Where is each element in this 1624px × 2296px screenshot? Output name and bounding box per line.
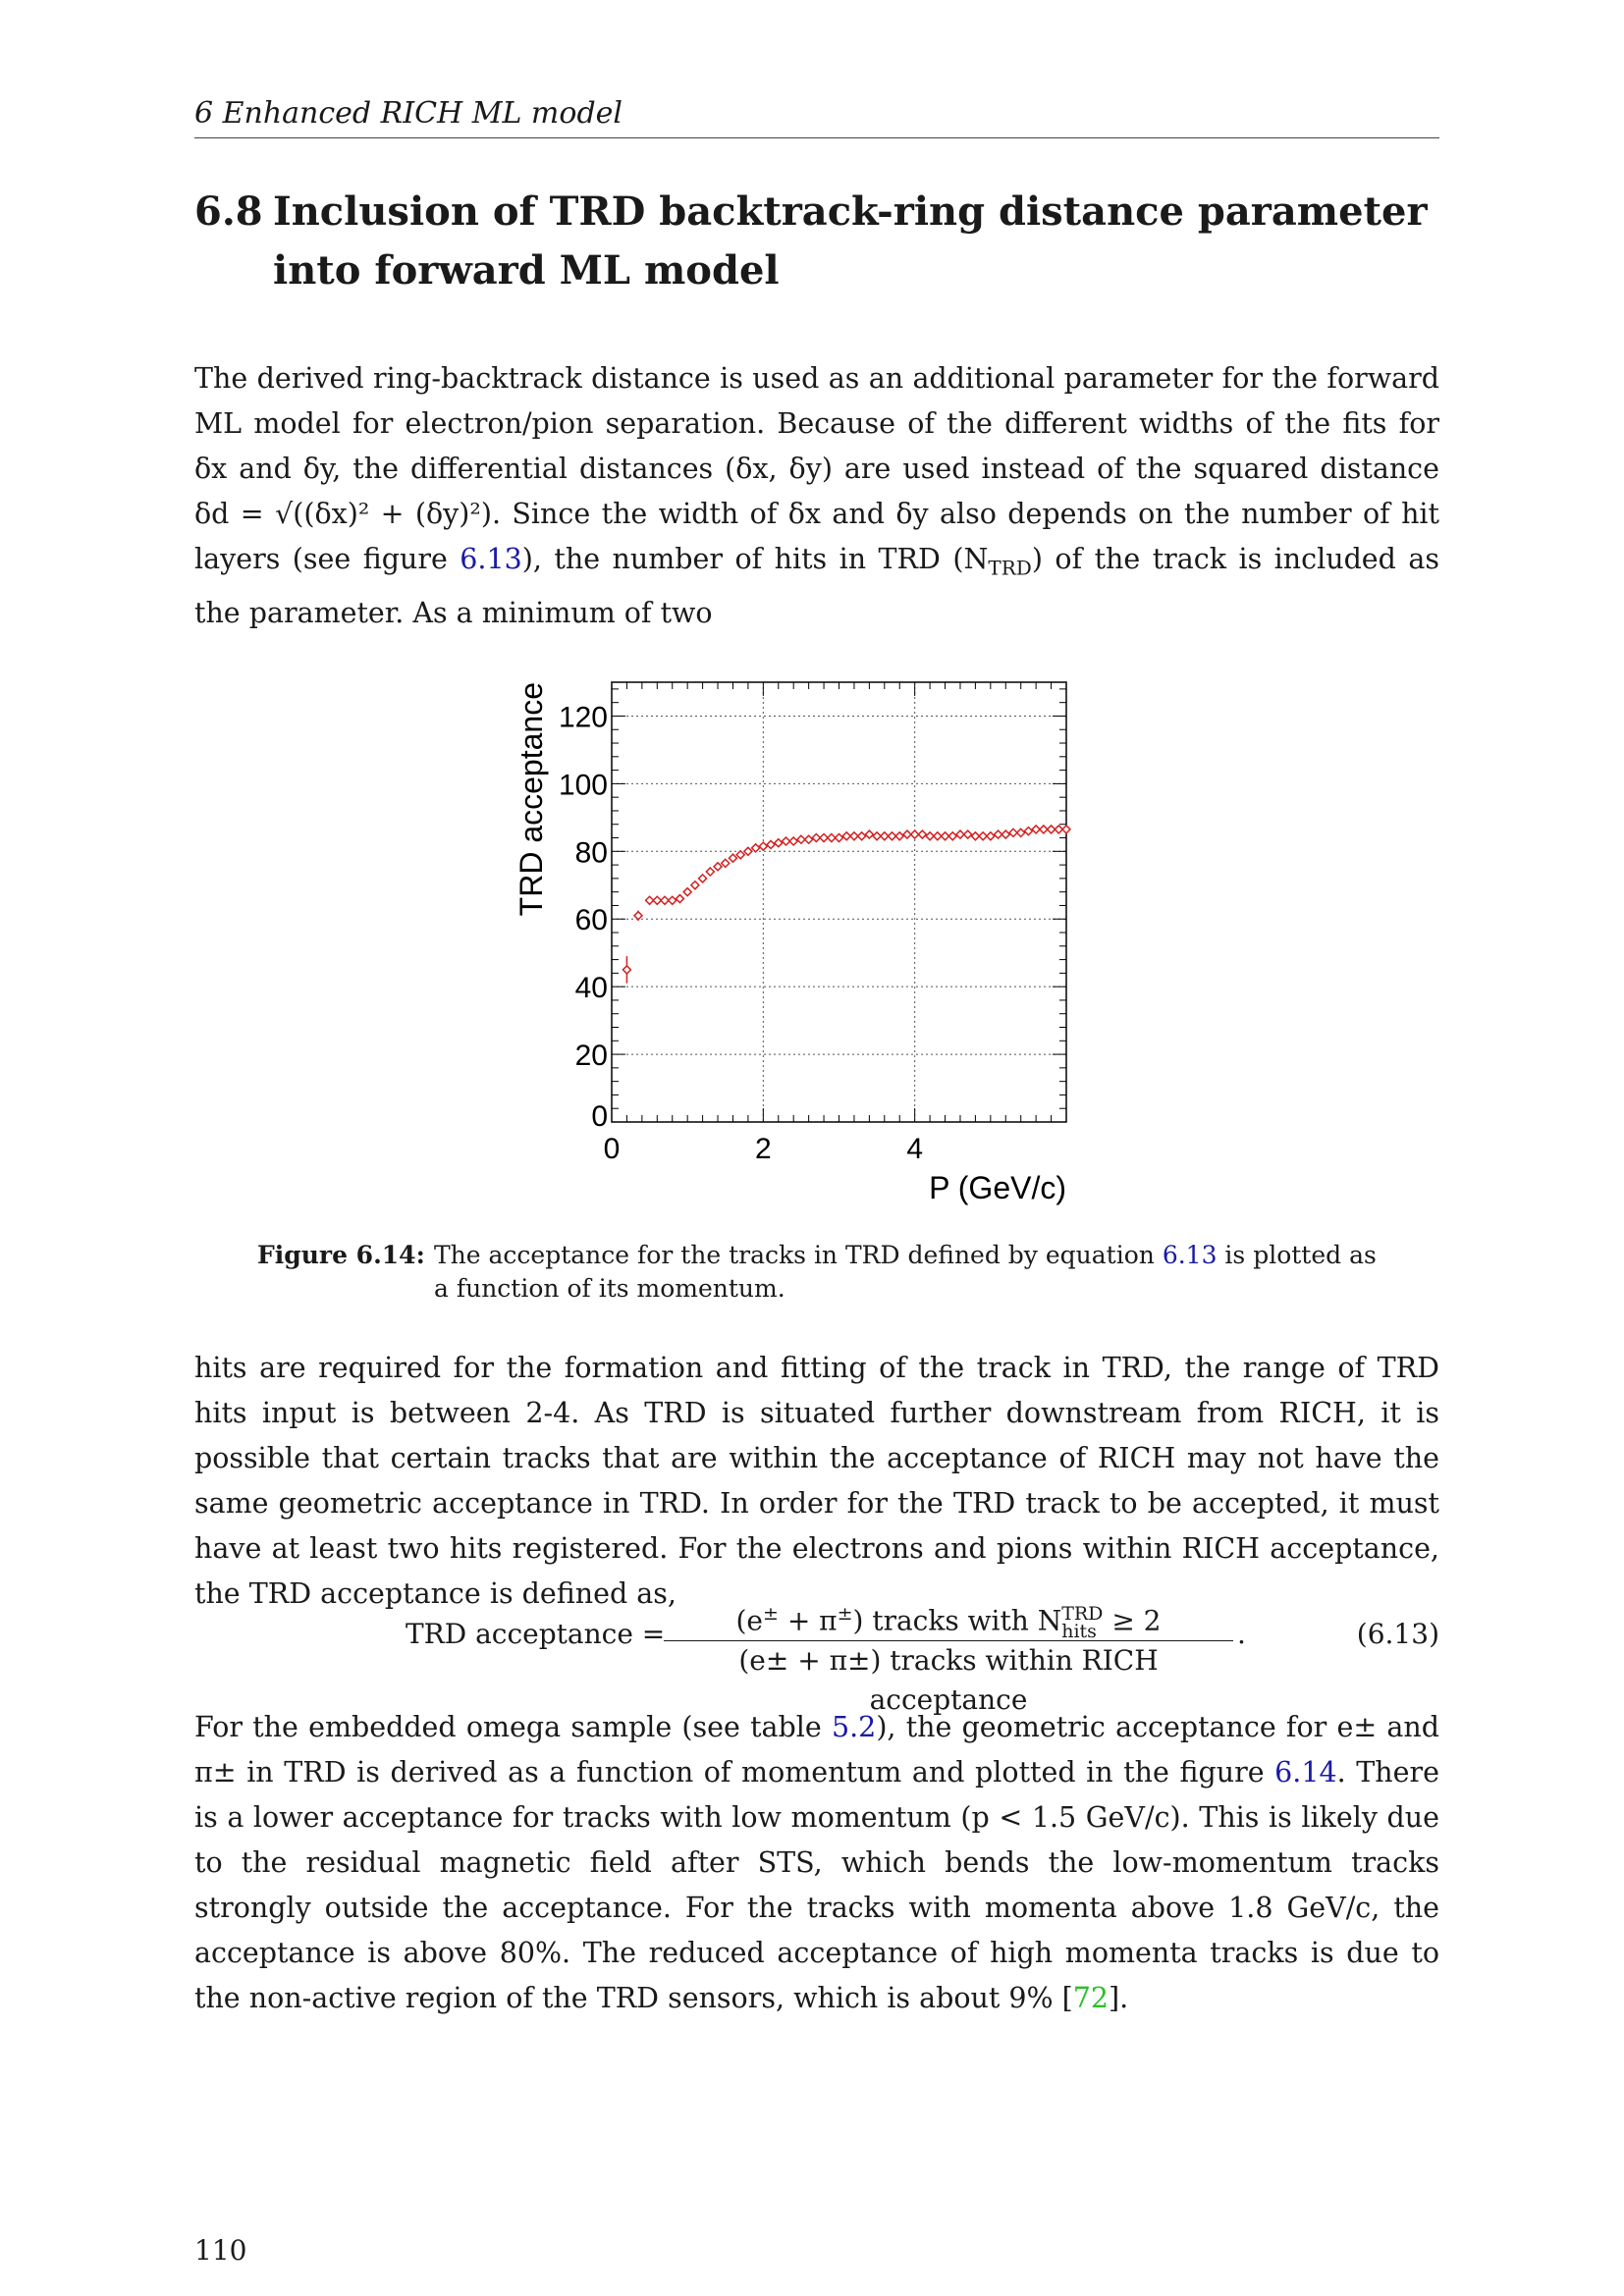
caption-text-after: is plotted as a function of its momentum. <box>434 1241 1377 1303</box>
results-text-4: ]. <box>1109 1982 1129 2014</box>
data-point <box>836 834 843 842</box>
data-point <box>858 832 866 840</box>
y-tick-label: 0 <box>591 1100 608 1133</box>
data-point <box>744 847 752 855</box>
data-marker <box>759 842 767 850</box>
y-tick-label: 80 <box>574 836 608 870</box>
data-point <box>669 896 677 904</box>
data-point <box>1001 830 1009 838</box>
data-marker <box>683 888 691 896</box>
equation-period: . <box>1237 1618 1246 1650</box>
data-marker <box>1024 828 1032 835</box>
data-marker <box>865 830 873 838</box>
eq-num-b: + π <box>778 1604 838 1637</box>
data-marker <box>1062 826 1070 833</box>
y-tick-label: 40 <box>574 972 608 1005</box>
y-axis-title: TRD acceptance <box>514 682 549 917</box>
data-point <box>767 840 775 848</box>
data-marker <box>1017 828 1025 836</box>
equation-lhs: TRD acceptance = <box>406 1618 666 1650</box>
data-marker <box>752 844 760 852</box>
eq-num-a: (e <box>735 1604 763 1637</box>
data-point <box>699 875 707 882</box>
data-point <box>1024 828 1032 835</box>
y-tick-label: 60 <box>574 904 608 937</box>
caption-text-before: The acceptance for the tracks in TRD defined by equation <box>434 1241 1163 1269</box>
x-axis-title: P (GeV/c) <box>929 1170 1066 1205</box>
data-point <box>623 956 630 984</box>
paragraph-intro-text-1: The derived ring-backtrack distance is used as an additional parameter for the forward ML model for electron/pion separation. Because of the different widths of the fits for δx and δy, the differential distances (δx, δy) are used instead of the squared distance δd = √((δx)² + (δy)²). Since the width of δx and δy also depends on the number of hit layers (see figure <box>194 362 1439 575</box>
data-point <box>752 844 760 852</box>
figure-caption-text <box>434 1239 1386 1306</box>
table-ref-link[interactable]: 5.2 <box>831 1711 877 1743</box>
data-point <box>729 854 736 862</box>
data-point <box>865 830 873 838</box>
data-marker <box>744 847 752 855</box>
data-point <box>1017 828 1025 836</box>
data-point <box>736 851 744 859</box>
y-tick-label: 120 <box>558 701 608 734</box>
eq-sup: TRD <box>1061 1602 1104 1625</box>
figure-caption <box>257 1239 1386 1306</box>
data-point <box>895 832 903 840</box>
results-text-1: For the embedded omega sample (see table <box>194 1711 832 1743</box>
equation-fraction <box>664 1594 1233 1720</box>
data-marker <box>706 868 714 876</box>
section-number: 6.8 <box>194 188 263 235</box>
data-marker <box>858 832 866 840</box>
data-point <box>775 839 783 847</box>
data-point <box>805 835 813 843</box>
section-title: Inclusion of TRD backtrack-ring distance parameter into forward ML model <box>273 188 1428 294</box>
data-marker <box>948 832 956 840</box>
paragraph-results <box>194 1705 1439 2021</box>
eq-pm-1: ± <box>763 1603 779 1625</box>
data-marker <box>775 839 783 847</box>
data-marker <box>836 834 843 842</box>
results-text-2: ), the geometric acceptance for e± and π± in TRD is derived as a function of momentum and plotted in the figure <box>194 1711 1439 1789</box>
data-marker <box>895 832 903 840</box>
ntrd-subscript: TRD <box>988 556 1032 580</box>
data-marker <box>789 837 797 845</box>
figure-label: Figure 6.14: <box>257 1241 425 1269</box>
data-marker <box>722 859 730 867</box>
data-marker <box>736 851 744 859</box>
data-point <box>634 911 642 921</box>
data-marker <box>669 896 677 904</box>
data-marker <box>676 895 683 903</box>
paragraph-intro-text-3: ) of the track is included as the parameter. As a minimum of two <box>194 543 1439 629</box>
eq-sub: hits <box>1061 1620 1097 1642</box>
data-point <box>987 832 995 840</box>
data-marker <box>623 966 630 974</box>
data-point <box>676 895 683 903</box>
figure-ref-link-2[interactable]: 6.14 <box>1274 1756 1337 1789</box>
eq-num-c: ) tracks with N <box>852 1604 1062 1637</box>
data-marker <box>918 830 926 838</box>
data-point <box>706 868 714 876</box>
data-marker <box>964 830 972 838</box>
eq-supsub <box>1061 1602 1104 1642</box>
citation-link[interactable]: 72 <box>1072 1982 1110 2014</box>
data-marker <box>699 875 707 882</box>
data-marker <box>767 840 775 848</box>
results-text-3: . There is a lower acceptance for tracks with low momentum (p < 1.5 GeV/c). This is likely due to the residual magnetic field after STS, which bends the low-momentum tracks strongly outside the acceptance. For the tracks with momenta above 1.8 GeV/c, the acceptance is above 80%. The reduced acceptance of high momenta tracks is due to the non-active region of the TRD sensors, which is about 9% [ <box>194 1756 1440 2014</box>
equation-ref-link[interactable]: 6.13 <box>1162 1241 1218 1269</box>
equation-numerator <box>664 1594 1233 1641</box>
x-tick-label: 2 <box>754 1133 772 1165</box>
running-title: 6 Enhanced RICH ML model <box>194 96 623 131</box>
equation-6-13 <box>194 1594 1439 1717</box>
eq-pm-2: ± <box>837 1603 853 1625</box>
data-point <box>691 881 699 889</box>
data-point <box>789 837 797 845</box>
data-point <box>918 830 926 838</box>
data-marker <box>729 854 736 862</box>
equation-number: (6.13) <box>1356 1618 1439 1650</box>
data-point <box>1062 826 1070 833</box>
data-point <box>714 863 722 871</box>
data-point <box>759 842 767 850</box>
x-tick-label: 0 <box>603 1133 621 1165</box>
equation-denominator: (e± + π±) tracks within RICH acceptance <box>738 1644 1159 1717</box>
data-point <box>683 888 691 896</box>
data-point <box>964 830 972 838</box>
data-point <box>948 832 956 840</box>
y-tick-label: 100 <box>558 769 608 802</box>
eq-num-d: ≥ 2 <box>1103 1604 1162 1637</box>
data-point <box>722 859 730 867</box>
data-marker <box>805 835 813 843</box>
data-marker <box>1001 830 1009 838</box>
figure-ref-link[interactable]: 6.13 <box>460 543 522 575</box>
paragraph-intro-text-2: ), the number of hits in TRD (N <box>521 543 989 575</box>
data-marker <box>691 881 699 889</box>
paragraph-definition: hits are required for the formation and fitting of the track in TRD, the range of TRD hits input is between 2-4. As TRD is situated further downstream from RICH, it is possible that certain tracks that are within the acceptance of RICH may not have the same geometric acceptance in TRD. In order for the TRD track to be accepted, it must have at least two hits registered. For the electrons and pions within RICH acceptance, the TRD acceptance is defined as, <box>194 1352 1439 1610</box>
x-tick-label: 4 <box>906 1133 924 1165</box>
page-number: 110 <box>194 2234 247 2267</box>
data-marker <box>634 912 642 920</box>
data-marker <box>987 832 995 840</box>
data-marker <box>714 863 722 871</box>
y-tick-label: 20 <box>574 1040 608 1073</box>
